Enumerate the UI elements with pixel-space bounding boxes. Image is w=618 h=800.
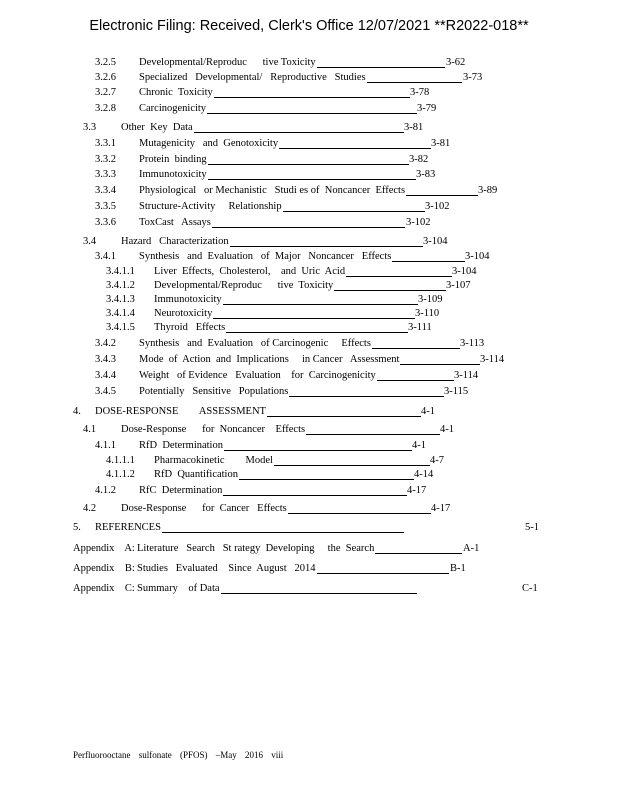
toc-entry-page: 3-104: [423, 236, 448, 247]
toc-entry-title[interactable]: RfC Determination: [139, 485, 223, 496]
toc-entry-title[interactable]: Synthesis and Evaluation of Carcinogenic Effects: [139, 338, 371, 349]
toc-entry[interactable]: [0, 369, 618, 383]
toc-leader-line: [224, 450, 412, 451]
toc-entry-title[interactable]: Pharmacokinetic Model: [154, 455, 273, 466]
toc-entry-number: 3.3: [83, 122, 97, 133]
toc-entry-number: 3.4.1.5: [106, 322, 135, 333]
toc-entry-page: 3-114: [454, 370, 479, 381]
toc-entry[interactable]: [0, 562, 618, 576]
toc-entry-number: 4.1.1.2: [106, 469, 135, 480]
toc-entry-title[interactable]: Mode of Action and Implications in Cancer Assessment: [139, 354, 400, 365]
toc-entry[interactable]: [0, 168, 618, 182]
toc-entry-page: 3-78: [410, 87, 430, 98]
toc-leader-line: [267, 416, 421, 417]
toc-entry-page: 4-17: [431, 503, 451, 514]
toc-leader-line: [400, 364, 480, 365]
toc-entry-number: 5.: [73, 522, 81, 533]
toc-entry-page: 3-81: [404, 122, 424, 133]
toc-entry-number: 3.2.7: [95, 87, 116, 98]
toc-entry[interactable]: [0, 385, 618, 399]
toc-entry-title[interactable]: ToxCast Assays: [139, 217, 211, 228]
toc-entry-title[interactable]: Chronic Toxicity: [139, 87, 213, 98]
toc-entry-page: 4-14: [414, 469, 434, 480]
toc-leader-line: [208, 179, 416, 180]
toc-entry-title[interactable]: Literature Search St rategy Developing the Search: [137, 543, 375, 554]
toc-entry-page: 3-110: [415, 308, 440, 319]
toc-entry-number: 3.2.5: [95, 57, 116, 68]
toc-entry-title[interactable]: Specialized Developmental/ Reproductive Studies: [139, 72, 366, 83]
toc-entry-number: 3.4.1.2: [106, 280, 135, 291]
toc-entry-title[interactable]: Immunotoxicity: [139, 169, 207, 180]
toc-entry[interactable]: [0, 250, 618, 264]
toc-entry[interactable]: [0, 405, 618, 419]
toc-entry-page: B-1: [450, 563, 466, 574]
toc-leader-line: [194, 132, 404, 133]
toc-leader-line: [230, 246, 423, 247]
toc-leader-line: [375, 553, 462, 554]
toc-entry-page: 3-109: [418, 294, 443, 305]
filing-stamp-header: Electronic Filing: Received, Clerk's Office 12/07/2021 **R2022-018**: [89, 18, 529, 34]
toc-entry-title[interactable]: RfD Determination: [139, 440, 223, 451]
page-footer: Perfluorooctane sulfonate (PFOS) –May 2016 viii: [73, 750, 284, 760]
toc-entry[interactable]: [0, 521, 618, 535]
toc-entry[interactable]: [0, 121, 618, 135]
toc-entry-page: 3-104: [452, 266, 477, 277]
toc-entry-page: 4-1: [440, 424, 454, 435]
toc-leader-line: [279, 148, 431, 149]
toc-entry-page: 4-17: [407, 485, 427, 496]
toc-leader-line: [334, 290, 446, 291]
toc-entry-title[interactable]: Developmental/Reproduc tive Toxicity: [154, 280, 334, 291]
toc-entry-number: 3.3.4: [95, 185, 116, 196]
toc-entry-page: 4-1: [412, 440, 426, 451]
toc-entry-title[interactable]: Dose-Response for Cancer Effects: [121, 503, 287, 514]
toc-entry[interactable]: [0, 423, 618, 437]
toc-entry[interactable]: [0, 86, 618, 100]
toc-leader-line: [317, 573, 449, 574]
toc-entry-title[interactable]: Structure-Activity Relationship: [139, 201, 282, 212]
toc-leader-line: [212, 227, 405, 228]
toc-entry[interactable]: [0, 216, 618, 230]
toc-entry-title[interactable]: Liver Effects, Cholesterol, and Uric Acid: [154, 266, 346, 277]
toc-entry-title[interactable]: Other Key Data: [121, 122, 193, 133]
toc-entry-page: 3-113: [460, 338, 485, 349]
toc-entry-number: 3.4.1.4: [106, 308, 135, 319]
toc-entry[interactable]: [0, 321, 618, 335]
toc-entry-number: 4.1.1: [95, 440, 116, 451]
toc-entry-page: 3-104: [465, 251, 490, 262]
toc-entry-title[interactable]: Thyroid Effects: [154, 322, 226, 333]
toc-entry[interactable]: [0, 502, 618, 516]
toc-leader-line: [213, 318, 415, 319]
toc-entry[interactable]: [0, 454, 618, 468]
toc-entry-number: Appendix A:: [73, 543, 135, 554]
toc-entry-page: 3-111: [408, 322, 432, 333]
toc-leader-line: [208, 164, 409, 165]
toc-entry-page: 3-114: [480, 354, 505, 365]
toc-entry[interactable]: [0, 542, 618, 556]
toc-entry[interactable]: [0, 307, 618, 321]
toc-entry-number: 3.4.2: [95, 338, 116, 349]
toc-leader-line: [221, 593, 417, 594]
toc-entry-page: 3-73: [463, 72, 483, 83]
toc-entry-page: 3-107: [446, 280, 471, 291]
toc-entry[interactable]: [0, 484, 618, 498]
toc-entry-number: 3.3.6: [95, 217, 116, 228]
toc-entry-title[interactable]: Potentially Sensitive Populations: [139, 386, 289, 397]
toc-entry-number: 3.4.1.3: [106, 294, 135, 305]
toc-leader-line: [162, 532, 404, 533]
toc-entry-page: 3-115: [444, 386, 469, 397]
toc-entry-title[interactable]: Developmental/Reproduc tive Toxicity: [139, 57, 316, 68]
toc-entry[interactable]: [0, 265, 618, 279]
toc-entry[interactable]: [0, 184, 618, 198]
toc-leader-line: [239, 479, 414, 480]
toc-entry-title[interactable]: Synthesis and Evaluation of Major Noncancer Effects: [139, 251, 392, 262]
toc-entry[interactable]: [0, 468, 618, 482]
toc-entry[interactable]: [0, 137, 618, 151]
toc-entry-number: 3.3.1: [95, 138, 116, 149]
toc-entry-page: 3-82: [409, 154, 429, 165]
toc-entry-title[interactable]: DOSE-RESPONSE ASSESSMENT: [95, 406, 266, 417]
toc-entry-title[interactable]: Neurotoxicity: [154, 308, 213, 319]
toc-entry[interactable]: [0, 293, 618, 307]
toc-entry-number: 3.4.3: [95, 354, 116, 365]
toc-entry-title[interactable]: Weight of Evidence Evaluation for Carcinogenicity: [139, 370, 376, 381]
toc-leader-line: [317, 67, 445, 68]
toc-entry[interactable]: [0, 153, 618, 167]
toc-entry-title[interactable]: Summary of Data: [137, 583, 220, 594]
toc-leader-line: [377, 380, 454, 381]
toc-leader-line: [283, 211, 425, 212]
toc-entry-page: 3-102: [406, 217, 431, 228]
toc-entry[interactable]: [0, 56, 618, 70]
toc-leader-line: [306, 434, 440, 435]
toc-leader-line: [288, 513, 431, 514]
toc-entry-page: 3-62: [446, 57, 466, 68]
toc-entry-number: 3.2.8: [95, 103, 116, 114]
toc-entry-number: 3.4.1: [95, 251, 116, 262]
toc-entry-page: 3-83: [416, 169, 436, 180]
toc-leader-line: [223, 495, 407, 496]
toc-entry-page: 3-79: [417, 103, 437, 114]
toc-entry-number: 3.2.6: [95, 72, 116, 83]
toc-entry-number: 3.4.1.1: [106, 266, 135, 277]
toc-entry-number: 3.4.5: [95, 386, 116, 397]
toc-entry-title[interactable]: Protein binding: [139, 154, 207, 165]
toc-leader-line: [372, 348, 460, 349]
toc-leader-line: [406, 195, 478, 196]
toc-entry-number: 3.3.2: [95, 154, 116, 165]
toc-entry-number: 3.3.3: [95, 169, 116, 180]
toc-leader-line: [289, 396, 444, 397]
toc-entry[interactable]: [0, 439, 618, 453]
toc-entry-number: Appendix C:: [73, 583, 135, 594]
toc-entry-page: C-1: [522, 583, 538, 594]
toc-entry-title[interactable]: Hazard Characterization: [121, 236, 229, 247]
toc-entry-title[interactable]: Carcinogenicity: [139, 103, 207, 114]
toc-entry-title[interactable]: RfD Quantification: [154, 469, 238, 480]
toc-entry[interactable]: [0, 102, 618, 116]
toc-leader-line: [223, 304, 418, 305]
toc-entry-number: 4.: [73, 406, 81, 417]
toc-leader-line: [392, 261, 465, 262]
toc-leader-line: [346, 276, 452, 277]
toc-leader-line: [226, 332, 408, 333]
toc-entry-title[interactable]: REFERENCES: [95, 522, 161, 533]
toc-entry[interactable]: [0, 279, 618, 293]
toc-entry-number: 4.1.2: [95, 485, 116, 496]
toc-entry-title[interactable]: Dose-Response for Noncancer Effects: [121, 424, 306, 435]
toc-entry[interactable]: [0, 353, 618, 367]
toc-entry-page: 3-89: [478, 185, 498, 196]
toc-entry-page: 4-1: [421, 406, 435, 417]
toc-entry-page: 4-7: [430, 455, 444, 466]
toc-leader-line: [274, 465, 430, 466]
toc-entry-number: 4.1: [83, 424, 97, 435]
toc-entry-number: Appendix B:: [73, 563, 135, 574]
toc-leader-line: [367, 82, 462, 83]
toc-entry[interactable]: [0, 200, 618, 214]
toc-entry-number: 4.2: [83, 503, 97, 514]
toc-entry-title[interactable]: Studies Evaluated Since August 2014: [137, 563, 316, 574]
toc-entry[interactable]: [0, 337, 618, 351]
toc-entry-page: 5-1: [525, 522, 539, 533]
toc-entry-number: 3.4.4: [95, 370, 116, 381]
toc-entry-title[interactable]: Mutagenicity and Genotoxicity: [139, 138, 279, 149]
toc-leader-line: [207, 113, 417, 114]
toc-leader-line: [214, 97, 410, 98]
toc-entry-number: 4.1.1.1: [106, 455, 135, 466]
toc-entry-title[interactable]: Physiological or Mechanistic Studi es of Noncancer Effects: [139, 185, 406, 196]
toc-entry[interactable]: [0, 582, 618, 596]
toc-entry-page: A-1: [463, 543, 480, 554]
toc-entry-title[interactable]: Immunotoxicity: [154, 294, 222, 305]
toc-entry-number: 3.4: [83, 236, 97, 247]
toc-entry[interactable]: [0, 71, 618, 85]
toc-entry-number: 3.3.5: [95, 201, 116, 212]
toc-entry-page: 3-102: [425, 201, 450, 212]
toc-entry-page: 3-81: [431, 138, 451, 149]
toc-entry[interactable]: [0, 235, 618, 249]
